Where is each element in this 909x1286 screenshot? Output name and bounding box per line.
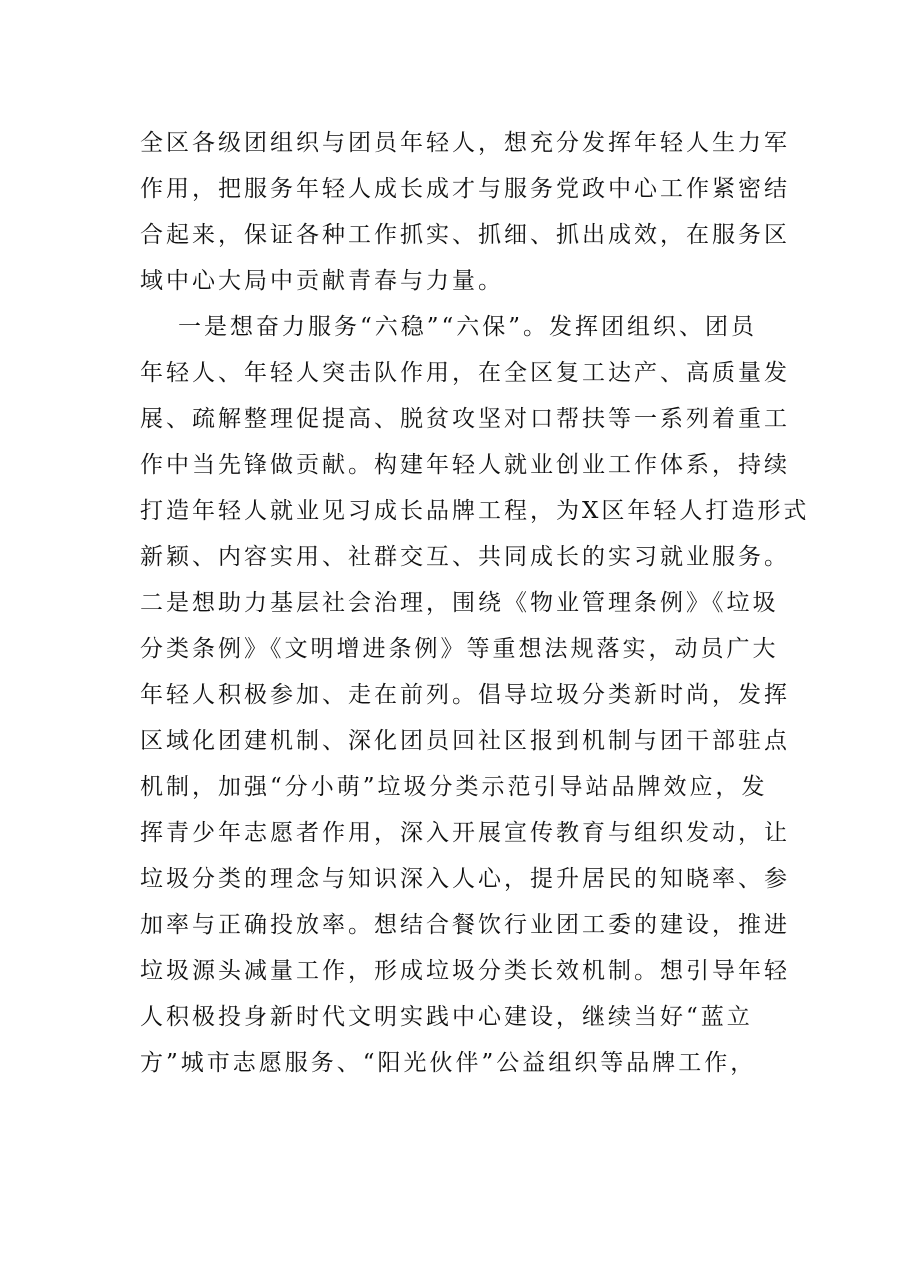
- text-line: 打造年轻人就业见习成长品牌工程，为X区年轻人打造形式: [140, 498, 810, 524]
- text-line: 加率与正确投放率。想结合餐饮行业团工委的建设，推进: [140, 912, 790, 938]
- text-line: 方”城市志愿服务、“阳光伙伴”公益组织等品牌工作，: [140, 1050, 757, 1076]
- text-line: 年轻人积极参加、走在前列。倡导垃圾分类新时尚，发挥: [140, 682, 790, 708]
- text-line: 域中心大局中贡献青春与力量。: [140, 268, 504, 294]
- text-line: 合起来，保证各种工作抓实、抓细、抓出成效，在服务区: [140, 222, 790, 248]
- text-line: 挥青少年志愿者作用，深入开展宣传教育与组织发动，让: [140, 820, 790, 846]
- text-line: 新颖、内容实用、社群交互、共同成长的实习就业服务。: [140, 544, 790, 570]
- text-line: 垃圾分类的理念与知识深入人心，提升居民的知晓率、参: [140, 866, 790, 892]
- text-line: 展、疏解整理促提高、脱贫攻坚对口帮扶等一系列着重工: [140, 406, 790, 432]
- text-line: 分类条例》《文明增进条例》等重想法规落实，动员广大: [140, 636, 779, 662]
- text-line: 垃圾源头减量工作，形成垃圾分类长效机制。想引导年轻: [140, 958, 790, 984]
- text-line: 作中当先锋做贡献。构建年轻人就业创业工作体系，持续: [140, 452, 790, 478]
- text-line: 年轻人、年轻人突击队作用，在全区复工达产、高质量发: [140, 360, 790, 386]
- text-line: 二是想助力基层社会治理，围绕《物业管理条例》《垃圾: [140, 590, 779, 616]
- text-line: 区域化团建机制、深化团员回社区报到机制与团干部驻点: [140, 728, 790, 754]
- text-line: 一是想奋力服务“六稳”“六保”。发挥团组织、团员: [178, 314, 758, 340]
- body-text: [140, 120, 810, 1086]
- text-line: 机制，加强“分小萌”垃圾分类示范引导站品牌效应，发: [140, 774, 768, 800]
- text-line: 全区各级团组织与团员年轻人，想充分发挥年轻人生力军: [140, 130, 790, 156]
- text-line: 作用，把服务年轻人成长成才与服务党政中心工作紧密结: [140, 176, 790, 202]
- text-line: 人积极投身新时代文明实践中心建设，继续当好“蓝立: [140, 1004, 753, 1030]
